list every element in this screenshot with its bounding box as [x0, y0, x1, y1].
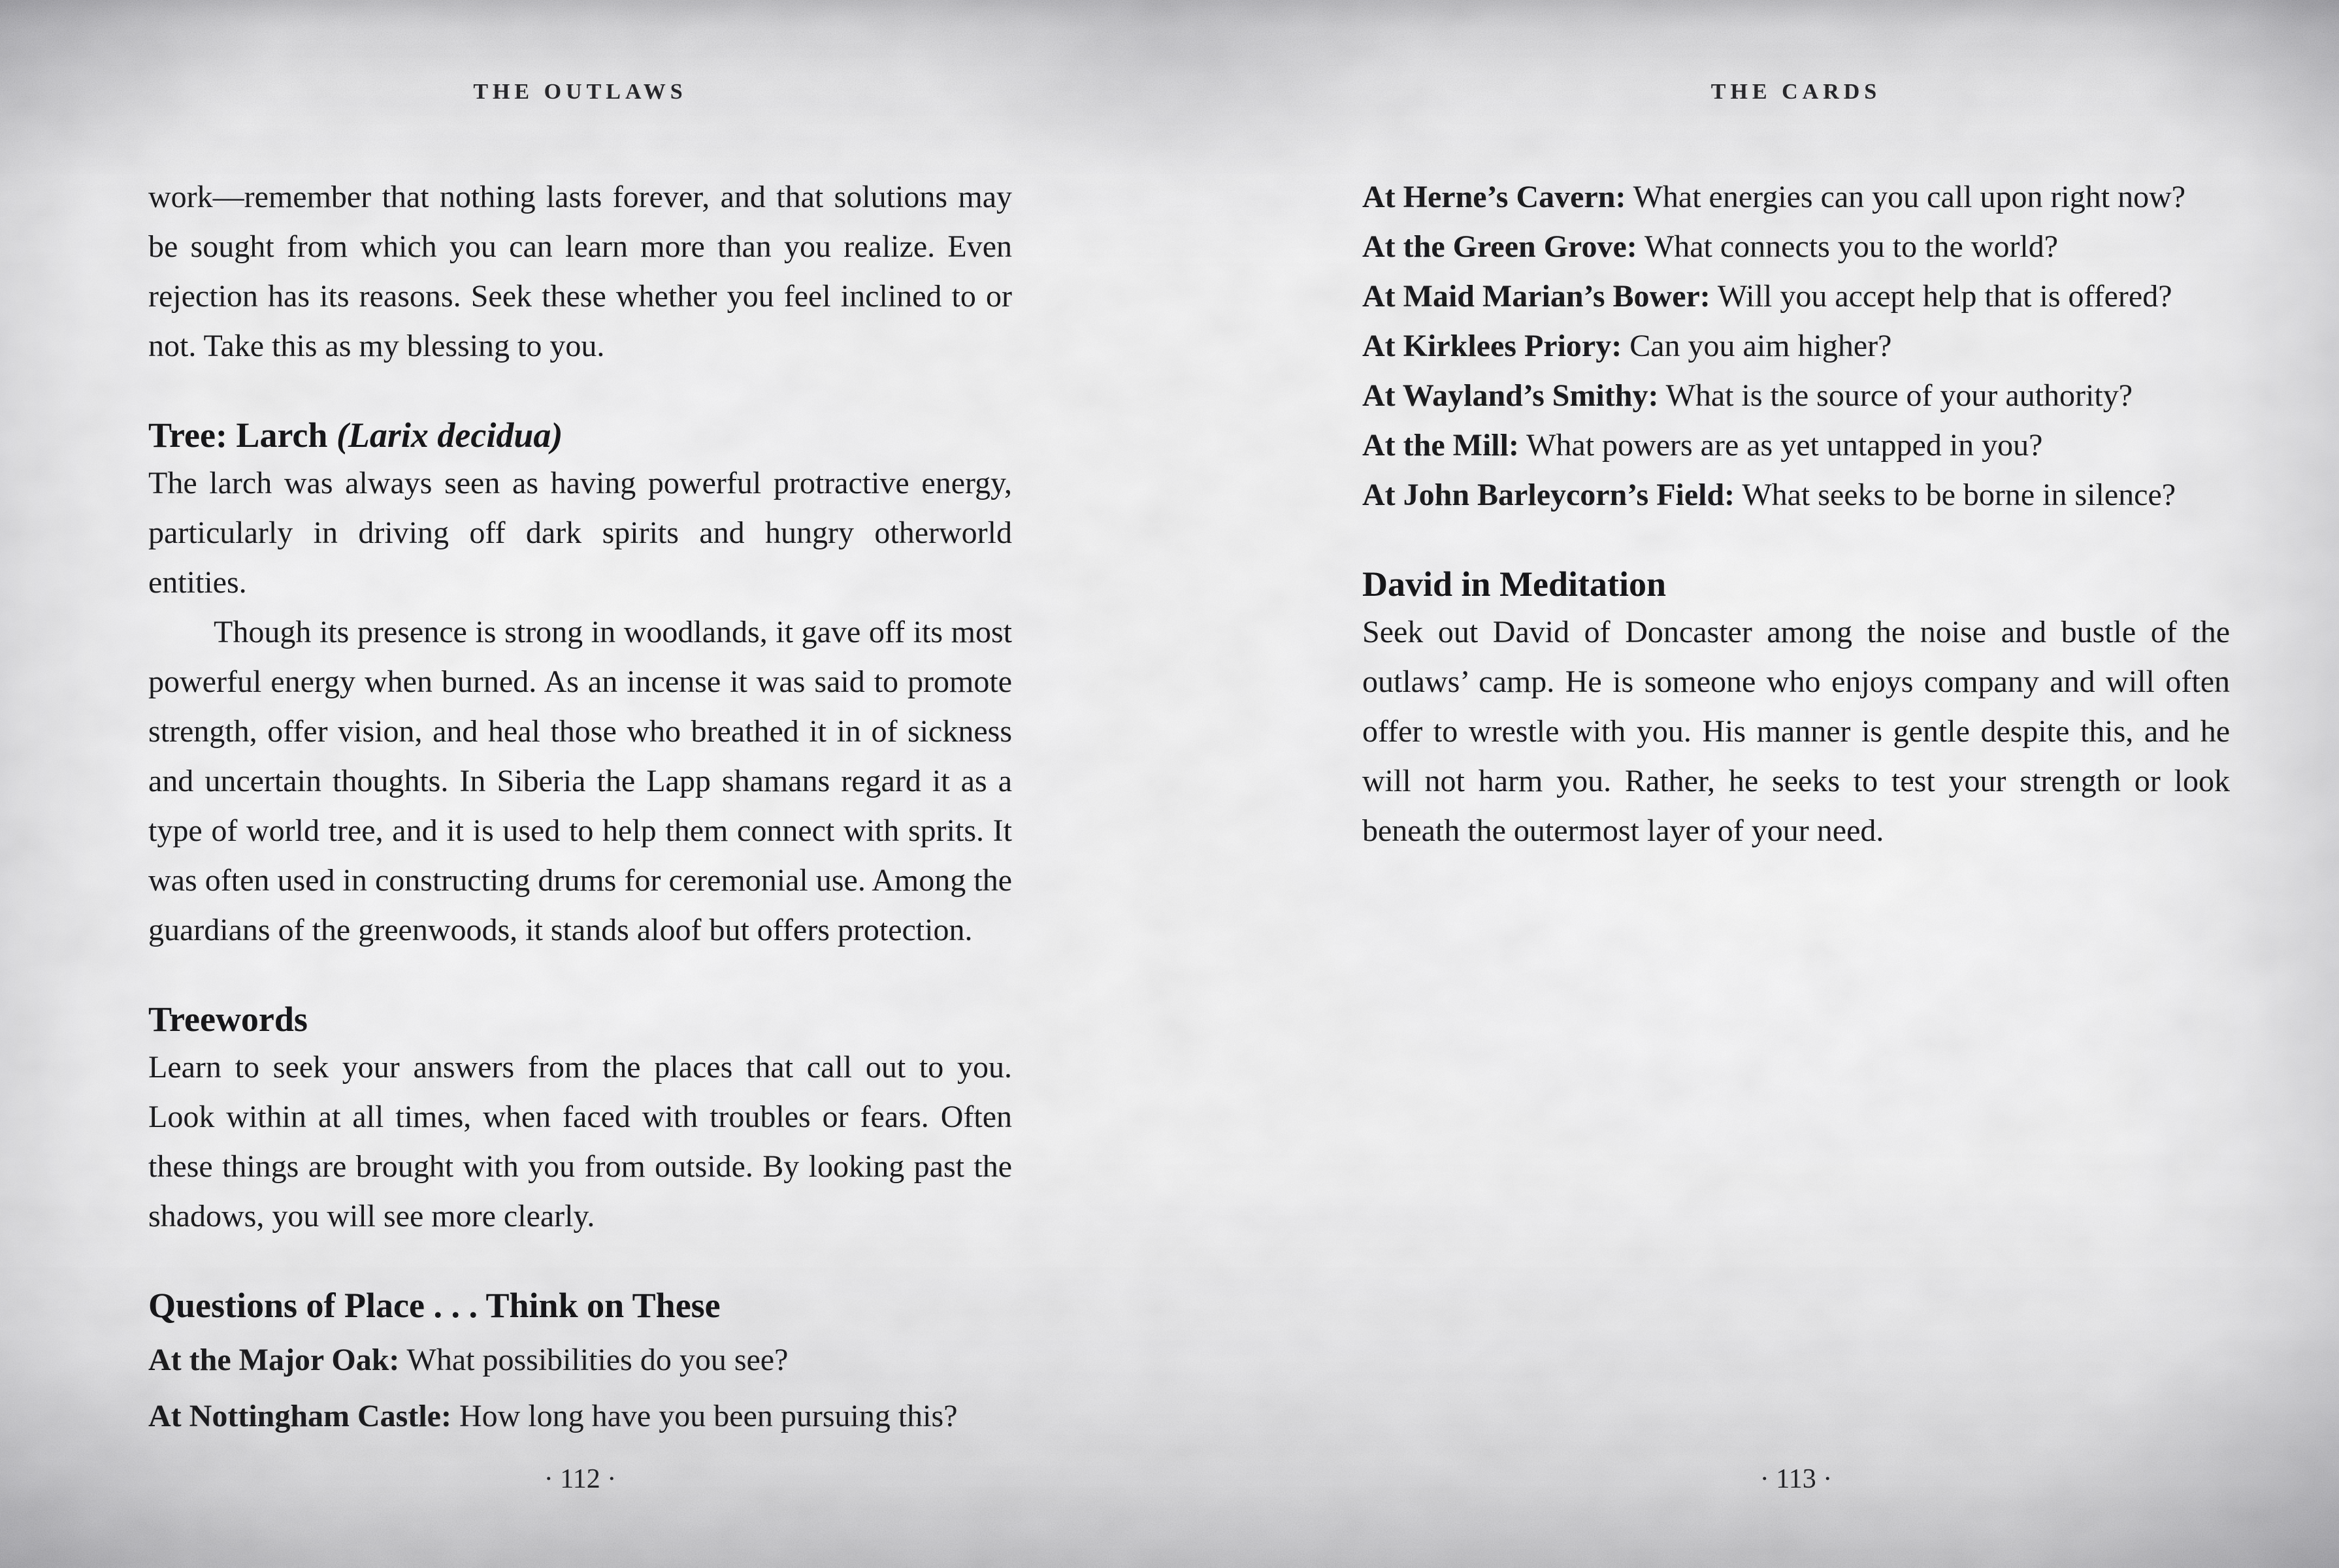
- paragraph-larch-1: The larch was always seen as having powerful protractive energy, particularly in driving off dark spirits and hungry otherworld entities.: [148, 466, 1012, 600]
- question-item-green-grove: [1362, 222, 2230, 272]
- question-text: Can you aim higher?: [1629, 329, 1892, 363]
- question-text: What powers are as yet untapped in you?: [1526, 428, 2043, 463]
- question-text: What possibilities do you see?: [406, 1343, 789, 1377]
- page-number-112: · 112 ·: [544, 1464, 617, 1494]
- running-head-outlaws: THE OUTLAWS: [473, 80, 687, 104]
- question-text: What connects you to the world?: [1644, 229, 2059, 264]
- heading-treewords: Treewords: [148, 1000, 308, 1039]
- question-item-maid-marians-bower: [1362, 272, 2230, 321]
- heading-tree-larch: [148, 412, 1012, 459]
- place-label: At the Major Oak:: [148, 1343, 400, 1377]
- question-item-hernes-cavern: [1362, 172, 2230, 222]
- question-text: What is the source of your authority?: [1665, 378, 2133, 413]
- place-label: At Nottingham Castle:: [148, 1399, 451, 1433]
- place-label: At the Mill:: [1362, 428, 1519, 463]
- heading-questions-of-place: Questions of Place . . . Think on These: [148, 1286, 721, 1325]
- running-head-cards: THE CARDS: [1710, 80, 1882, 104]
- place-label: At Herne’s Cavern:: [1362, 180, 1626, 214]
- place-label: At Wayland’s Smithy:: [1362, 378, 1659, 413]
- question-item-kirklees-priory: [1362, 321, 2230, 371]
- place-label: At John Barleycorn’s Field:: [1362, 478, 1735, 512]
- place-label: At Maid Marian’s Bower:: [1362, 279, 1710, 314]
- question-item-nottingham-castle: [148, 1392, 1012, 1441]
- question-text: How long have you been pursuing this?: [459, 1399, 958, 1433]
- heading-david-in-meditation: David in Meditation: [1362, 564, 1667, 604]
- paragraph-larch-2: Though its presence is strong in woodlands, it gave off its most powerful energy when burned. As an incense it was said to promote strength, offer vision, and heal those who breathed it in of sickness and uncertain thoughts. In Siberia the Lapp shamans regard it as a type of world tree, and it is used to help them connect with sprits. It was often used in constructing drums for ceremonial use. Among the guardians of the greenwoods, it stands aloof but offers protection.: [148, 615, 1012, 947]
- question-item-the-mill: [1362, 421, 2230, 470]
- page-112-text-column: [148, 172, 1012, 1441]
- paragraph-treewords: Learn to seek your answers from the places that call out to you. Look within at all times, when faced with troubles or fears. Often these things are brought with you from outside. By looking past the shadows, you will see more clearly.: [148, 1050, 1012, 1233]
- page-number-113: · 113 ·: [1759, 1464, 1833, 1494]
- place-label: At Kirklees Priory:: [1362, 329, 1622, 363]
- tree-heading-species: (Larix decidua): [336, 416, 563, 455]
- question-item-john-barleycorns-field: [1362, 470, 2230, 520]
- question-text: What energies can you call upon right now?: [1633, 180, 2186, 214]
- paragraph-david-in-meditation: Seek out David of Doncaster among the noise and bustle of the outlaws’ camp. He is someone who enjoys company and will often offer to wrestle with you. His manner is gentle despite this, and he will not harm you. Rather, he seeks to test your strength or look beneath the outermost layer of your need.: [1362, 615, 2230, 848]
- question-text: Will you accept help that is offered?: [1717, 279, 2172, 314]
- question-item-major-oak: [148, 1335, 1012, 1385]
- page-113-text-column: [1362, 172, 2230, 856]
- tree-heading-name: Tree: Larch: [148, 416, 336, 455]
- paragraph-intro-continuation: work—remember that nothing lasts forever, and that solutions may be sought from which you can learn more than you realize. Even rejection has its reasons. Seek these whether you feel inclined to or not. Take this as my blessing to you.: [148, 180, 1012, 363]
- place-label: At the Green Grove:: [1362, 229, 1637, 264]
- question-item-waylands-smithy: [1362, 371, 2230, 421]
- question-text: What seeks to be borne in silence?: [1742, 478, 2176, 512]
